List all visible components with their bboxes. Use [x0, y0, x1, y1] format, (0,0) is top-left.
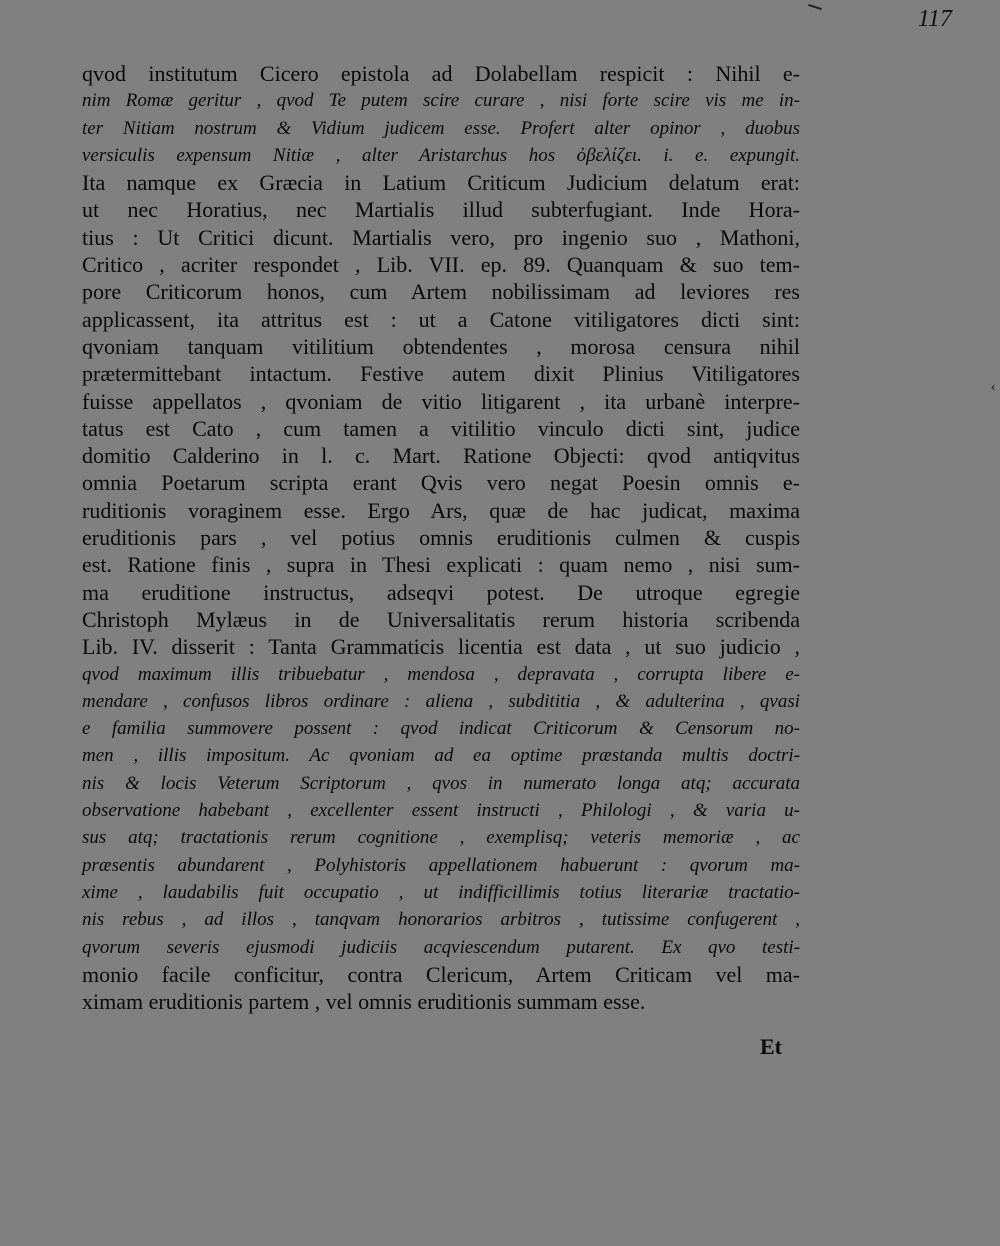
- text-line: Ita namque ex Græcia in Latium Criticum Judicium delatum erat:: [82, 170, 800, 196]
- text-line: tius : Ut Critici dicunt. Martialis vero, pro ingenio suo , Mathoni,: [82, 224, 800, 250]
- text-line: præsentis abundarent , Polyhistoris appellationem habuerunt : qvorum ma-: [82, 854, 800, 876]
- text-line: nim Romæ geritur , qvod Te putem scire curare , nisi forte scire vis me in-: [82, 90, 800, 112]
- text-line: nis rebus , ad illos , tanqvam honorarios arbitros , tutissime confugerent ,: [82, 909, 800, 931]
- text-line: nis & locis Veterum Scriptorum , qvos in numerato longa atq; accurata: [82, 772, 800, 794]
- catchword: Et: [760, 1034, 782, 1059]
- text-line: mendare , confusos libros ordinare : aliena , subdititia , & adulterina , qvasi: [82, 690, 800, 712]
- text-line: Lib. IV. disserit : Tanta Grammaticis licentia est data , ut suo judicio ,: [82, 634, 800, 660]
- text-line: est. Ratione finis , supra in Thesi explicati : quam nemo , nisi sum-: [82, 552, 800, 578]
- text-line: ruditionis voraginem esse. Ergo Ars, quæ de hac judicat, maxima: [82, 497, 800, 523]
- text-line: domitio Calderino in l. c. Mart. Ratione Objecti: qvod antiqvitus: [82, 443, 800, 469]
- text-line: xime , laudabilis fuit occupatio , ut indifficillimis totius literariæ tractatio-: [82, 881, 800, 903]
- text-line: men , illis impositum. Ac qvoniam ad ea optime præstanda multis doctri-: [82, 745, 800, 767]
- text-line: ximam eruditionis partem , vel omnis eruditionis summam esse.: [82, 989, 646, 1015]
- text-line: tatus est Cato , cum tamen a vitilitio vinculo dicti sint, judice: [82, 415, 800, 441]
- text-line: Critico , acriter respondet , Lib. VII. ep. 89. Quanquam & suo tem-: [82, 252, 800, 278]
- body-text: [82, 60, 800, 1015]
- text-line: qvorum severis ejusmodi judiciis acqviescendum putarent. Ex qvo testi-: [82, 936, 800, 958]
- text-line: pore Criticorum honos, cum Artem nobilissimam ad leviores res: [82, 279, 800, 305]
- text-line: ma eruditione instructus, adseqvi potest. De utroque egregie: [82, 579, 800, 605]
- text-line: e familia summovere possent : qvod indicat Criticorum & Censorum no-: [82, 718, 800, 740]
- margin-ink-mark: ‹: [990, 378, 996, 395]
- text-line: ut nec Horatius, nec Martialis illud subterfugiant. Inde Hora-: [82, 197, 800, 223]
- page-number: 117: [917, 6, 952, 32]
- text-line: monio facile conficitur, contra Clericum, Artem Criticam vel ma-: [82, 961, 800, 987]
- text-line: ter Nitiam nostrum & Vidium judicem esse. Profert alter opinor , duobus: [82, 117, 800, 139]
- text-line: fuisse appellatos , qvoniam de vitio litigarent , ita urbanè interpre-: [82, 388, 800, 414]
- text-line: observatione habebant , excellenter essent instructi , Philologi , & varia u-: [82, 800, 800, 822]
- text-line: qvod maximum illis tribuebatur , mendosa , depravata , corrupta libere e-: [82, 663, 800, 685]
- text-line: Christoph Mylæus in de Universalitatis rerum historia scribenda: [82, 606, 800, 632]
- text-line: prætermittebant intactum. Festive autem dixit Plinius Vitiligatores: [82, 361, 800, 387]
- corner-ink-mark: [808, 4, 822, 10]
- text-line: qvod institutum Cicero epistola ad Dolabellam respicit : Nihil e-: [82, 61, 800, 86]
- text-line: qvoniam tanquam vitilitium obtendentes , morosa censura nihil: [82, 333, 800, 359]
- text-line: applicassent, ita attritus est : ut a Catone vitiligatores dicti sint:: [82, 306, 800, 332]
- text-line: omnia Poetarum scripta erant Qvis vero negat Poesin omnis e-: [82, 470, 800, 496]
- text-line: versiculis expensum Nitiæ , alter Aristarchus hos ὀβελίζει. i. e. expungit.: [82, 144, 800, 166]
- text-line: sus atq; tractationis rerum cognitione , exemplisq; veteris memoriæ , ac: [82, 827, 800, 849]
- text-line: eruditionis pars , vel potius omnis eruditionis culmen & cuspis: [82, 525, 800, 551]
